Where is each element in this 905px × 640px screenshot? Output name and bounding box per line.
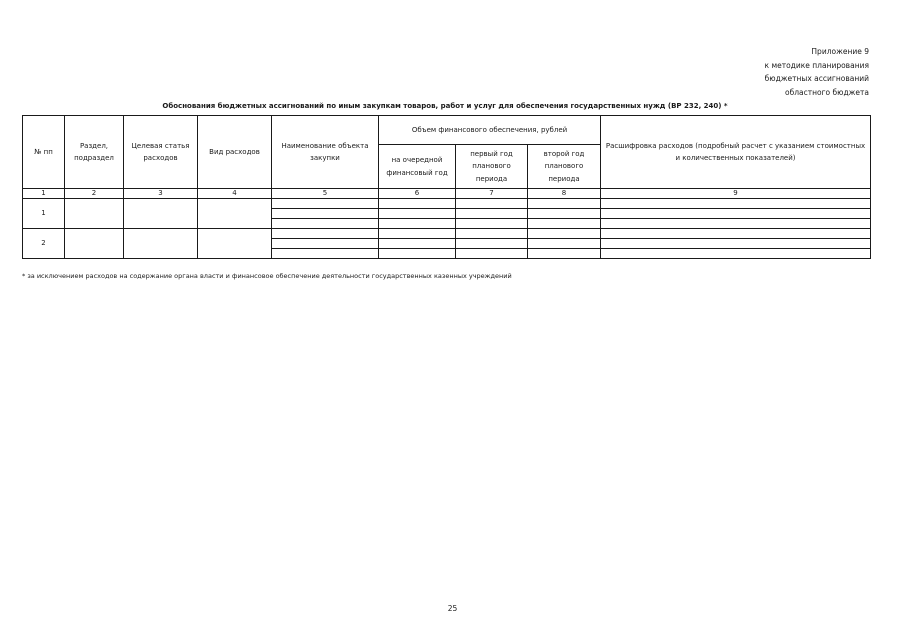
empty-cell (456, 239, 528, 249)
empty-cell (379, 209, 456, 219)
document-title: Обоснования бюджетных ассигнований по иным закупкам товаров, работ и услуг для обеспечения государственных нужд (ВР 232, 240) * (162, 102, 728, 110)
budget-justification-table (22, 115, 871, 259)
page-number: 25 (447, 604, 458, 613)
empty-cell (379, 229, 456, 239)
empty-cell (456, 209, 528, 219)
empty-cell (528, 209, 601, 219)
empty-cell (456, 219, 528, 229)
appendix-line-1: Приложение 9 (811, 47, 869, 56)
empty-cell (528, 239, 601, 249)
empty-cell (272, 239, 379, 249)
empty-cell (198, 229, 272, 259)
empty-cell (379, 249, 456, 259)
empty-cell (379, 239, 456, 249)
empty-cell (124, 199, 198, 229)
header-object-name: Наименование объекта закупки (272, 116, 379, 189)
empty-cell (198, 199, 272, 229)
header-breakdown: Расшифровка расходов (подробный расчет с указанием стоимостных и количественных показателей) (601, 116, 871, 189)
empty-cell (528, 219, 601, 229)
empty-cell (456, 249, 528, 259)
empty-cell (379, 199, 456, 209)
header-target-article: Целевая статья расходов (124, 116, 198, 189)
group-number: 1 (23, 199, 65, 229)
empty-cell (272, 229, 379, 239)
header-num: № пп (23, 116, 65, 189)
empty-cell (272, 199, 379, 209)
group-number: 2 (23, 229, 65, 259)
footnote: * за исключением расходов на содержание органа власти и финансовое обеспечение деятельности государственных казенных учреждений (22, 272, 512, 280)
column-number: 4 (198, 189, 272, 199)
empty-cell (601, 199, 871, 209)
empty-cell (65, 199, 124, 229)
empty-cell (528, 229, 601, 239)
empty-cell (65, 229, 124, 259)
empty-cell (272, 219, 379, 229)
header-funding: Объем финансового обеспечения, рублей (379, 116, 601, 145)
header-second-plan-year: второй год планового периода (528, 145, 601, 189)
empty-cell (528, 199, 601, 209)
table-row (23, 229, 871, 239)
empty-cell (456, 199, 528, 209)
empty-cell (601, 209, 871, 219)
appendix-line-2: к методике планирования (764, 60, 869, 70)
column-number: 5 (272, 189, 379, 199)
column-number: 9 (601, 189, 871, 199)
empty-cell (272, 209, 379, 219)
empty-cell (456, 229, 528, 239)
table-row (23, 199, 871, 209)
empty-cell (601, 249, 871, 259)
empty-cell (124, 229, 198, 259)
column-number: 6 (379, 189, 456, 199)
column-number: 7 (456, 189, 528, 199)
appendix-note (609, 45, 869, 99)
header-current-year: на очередной финансовый год (379, 145, 456, 189)
column-number: 1 (23, 189, 65, 199)
column-number-row (23, 189, 871, 199)
empty-cell (528, 249, 601, 259)
column-number: 2 (65, 189, 124, 199)
column-number: 3 (124, 189, 198, 199)
appendix-line-4: областного бюджета (785, 87, 869, 97)
header-section: Раздел, подраздел (65, 116, 124, 189)
empty-cell (601, 229, 871, 239)
header-expense-type: Вид расходов (198, 116, 272, 189)
column-number: 8 (528, 189, 601, 199)
empty-cell (601, 219, 871, 229)
header-first-plan-year: первый год планового периода (456, 145, 528, 189)
empty-cell (272, 249, 379, 259)
appendix-line-3: бюджетных ассигнований (764, 74, 869, 83)
empty-cell (601, 239, 871, 249)
empty-cell (379, 219, 456, 229)
